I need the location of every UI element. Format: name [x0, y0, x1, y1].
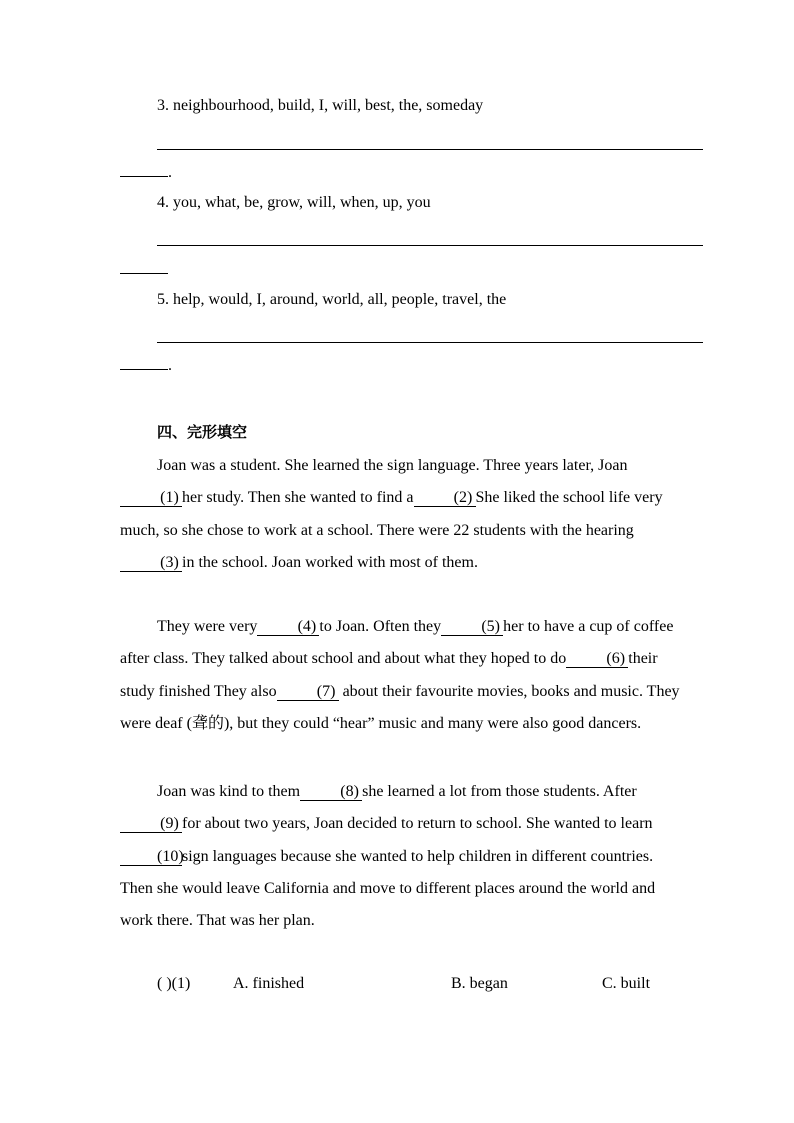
question-5-prompt: 5. help, would, I, around, world, all, people, travel, the	[157, 291, 507, 308]
passage-paragraph-1: Joan was a student. She learned the sign language. Three years later, Joan(1) her study. Then she wanted to find a (2) She liked the school life very much, so she chose to work at a school. There were 22 students with the hearing (3) in the school. Joan worked with most of them.	[120, 457, 663, 571]
answer-line-continuation: .	[120, 357, 172, 375]
answer-line	[157, 149, 703, 150]
blank-3[interactable]: (3)	[120, 554, 182, 572]
answer-line	[157, 342, 703, 343]
option-a[interactable]: A. finished	[233, 975, 305, 992]
blank-1[interactable]: (1)	[120, 489, 182, 507]
question-1-answer-slot[interactable]: ( )(1)	[157, 975, 191, 992]
blank-2[interactable]: (2)	[414, 489, 476, 507]
blank-9[interactable]: (9)	[120, 815, 182, 833]
blank-6[interactable]: (6)	[566, 650, 628, 668]
answer-line-continuation: .	[120, 164, 172, 182]
answer-line	[157, 245, 703, 246]
question-4-prompt: 4. you, what, be, grow, will, when, up, you	[157, 194, 431, 211]
question-3-prompt: 3. neighbourhood, build, I, will, best, the, someday	[157, 97, 484, 114]
blank-8[interactable]: (8)	[300, 783, 362, 801]
passage-paragraph-3: Joan was kind to them (8) she learned a lot from those students. After(9) for about two years, Joan decided to return to school. She wanted to learn (10)sign languages because she wanted to help children in different countries. Then she would leave California and move to different places around the world and work there. That was her plan.	[120, 783, 656, 930]
answer-line-continuation	[120, 261, 168, 279]
blank-7[interactable]: (7)	[277, 683, 339, 701]
option-b[interactable]: B. began	[451, 975, 508, 992]
blank-5[interactable]: (5)	[441, 618, 503, 636]
section-heading: 四、完形填空	[157, 423, 248, 441]
blank-10[interactable]: (10)	[120, 848, 182, 866]
passage-paragraph-2: They were very (4) to Joan. Often they (5) her to have a cup of coffee after class. They talked about school and about what they hoped to do (6) their study finished They also (7) about their favourite movies, books and music. They were deaf (聋的), but they could “hear” music and many were also good dancers.	[120, 618, 680, 732]
blank-4[interactable]: (4)	[257, 618, 319, 636]
option-c[interactable]: C. built	[602, 975, 651, 992]
